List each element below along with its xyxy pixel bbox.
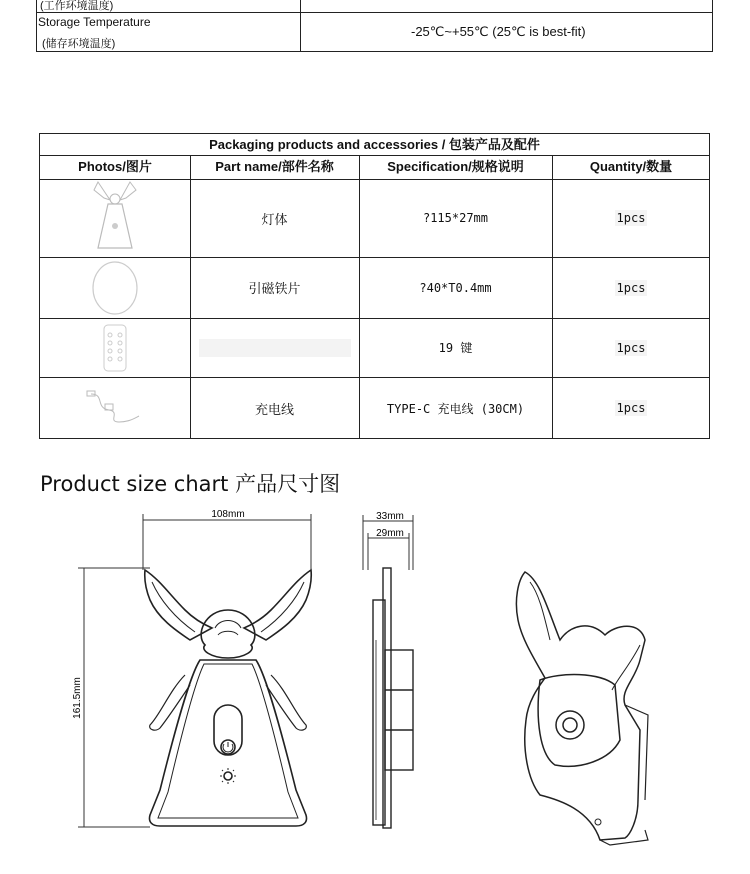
angel-side-view-icon <box>373 568 413 828</box>
spec-divider <box>300 0 301 51</box>
part-name-3 <box>199 339 351 357</box>
spec-1: ?115*27mm <box>422 211 489 225</box>
qty-3: 1pcs <box>616 340 646 355</box>
storage-temp-value: -25℃~+55℃ (25℃ is best-fit) <box>411 24 586 39</box>
angel-perspective-view-icon <box>516 572 648 845</box>
depth-outer-label: 33mm <box>376 511 404 522</box>
qty-1: 1pcs <box>616 211 646 225</box>
qty-2: 1pcs <box>616 280 646 295</box>
header-photos: Photos/图片 <box>78 159 152 174</box>
packaging-table <box>39 133 710 439</box>
part-name-2: 引磁铁片 <box>248 281 301 296</box>
spec-4: TYPE-C 充电线 (30CM) <box>386 401 525 416</box>
part-name-4: 充电线 <box>254 401 294 417</box>
height-label: 161.5mm <box>72 677 83 719</box>
spec-3: 19 键 <box>438 341 473 355</box>
header-part-name: Part name/部件名称 <box>215 159 334 174</box>
header-quantity: Quantity/数量 <box>589 159 673 174</box>
cable-icon <box>40 377 190 439</box>
packaging-title: Packaging products and accessories / 包装产品及配件 <box>209 137 540 152</box>
depth-inner-label: 29mm <box>376 528 404 539</box>
spec-2: ?40*T0.4mm <box>419 280 492 295</box>
angel-lamp-icon <box>40 179 190 257</box>
qty-4: 1pcs <box>616 401 646 415</box>
storage-temp-label-cn: (储存环境温度) <box>42 38 116 50</box>
width-label: 108mm <box>211 509 245 520</box>
remote-icon <box>40 318 190 377</box>
size-chart-drawing <box>0 500 750 874</box>
storage-temp-label: Storage Temperature <box>38 15 151 29</box>
iron-disc-icon <box>40 257 190 318</box>
part-name-1: 灯体 <box>261 211 288 227</box>
angel-front-view-icon <box>145 570 312 826</box>
working-temp-label: (工作环境温度) <box>40 0 114 12</box>
size-chart-title: Product size chart 产品尺寸图 <box>40 472 341 496</box>
spec-table <box>36 0 713 52</box>
header-specification: Specification/规格说明 <box>387 159 524 174</box>
spec-row-divider <box>37 12 712 13</box>
